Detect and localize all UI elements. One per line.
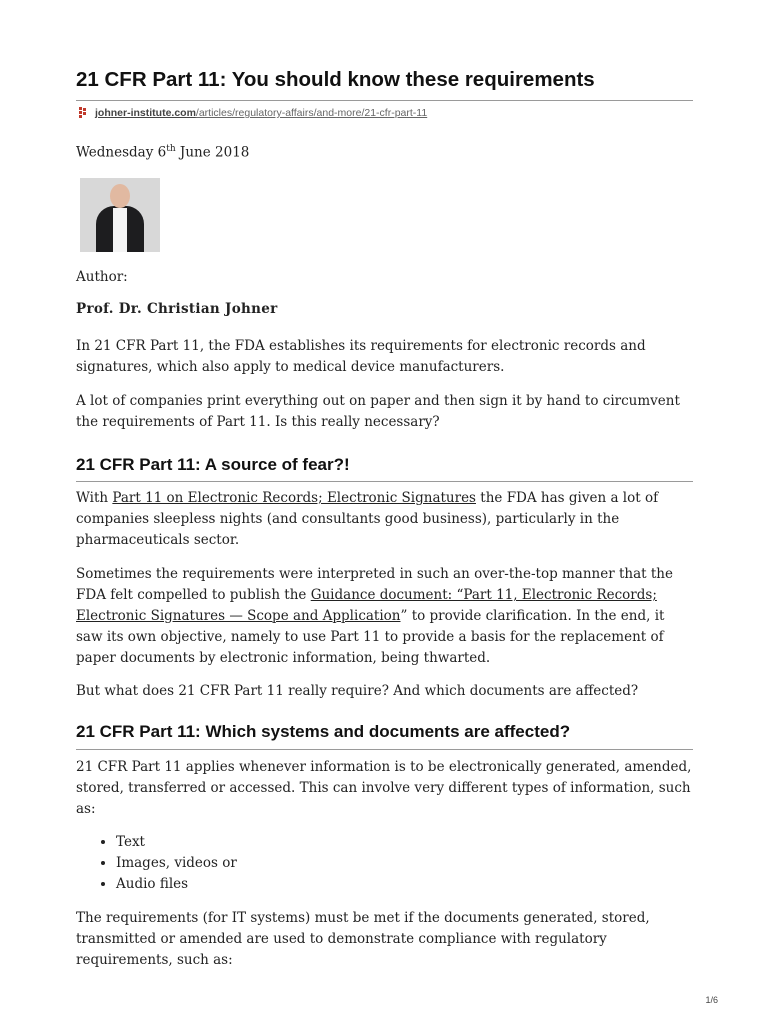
list-item: • Text — [116, 832, 237, 853]
intro-paragraph: A lot of companies print everything out on paper and then sign it by hand to circumvent the requirements of Part 11. Is this really necessary? — [76, 393, 680, 430]
information-types-list — [76, 832, 237, 895]
list-item: • Images, videos or — [116, 853, 237, 874]
intro-paragraph: In 21 CFR Part 11, the FDA establishes its requirements for electronic records and signatures, which also apply to medical device manufacturers. — [76, 338, 646, 375]
author-name: Prof. Dr. Christian Johner — [76, 301, 278, 317]
source-domain[interactable]: johner-institute.com — [95, 107, 196, 119]
author-photo — [80, 178, 160, 252]
source-path[interactable]: /articles/regulatory-affairs/and-more/21-cfr-part-11 — [195, 107, 428, 119]
source-url[interactable] — [79, 107, 427, 119]
section-heading: 21 CFR Part 11: A source of fear?! — [76, 455, 350, 474]
article-title: 21 CFR Part 11: You should know these requirements — [76, 68, 595, 91]
section-heading: 21 CFR Part 11: Which systems and documents are affected? — [76, 722, 571, 741]
body-paragraph: 21 CFR Part 11 applies whenever information is to be electronically generated, amended, stored, transferred or accessed. This can involve very different types of information, such as: — [76, 759, 692, 817]
johner-logo-icon — [79, 107, 87, 119]
publish-date: Wednesday 6th June 2018 — [76, 144, 250, 161]
part11-link[interactable]: Part 11 on Electronic Records; Electronic Signatures — [112, 490, 476, 506]
section-divider — [76, 481, 693, 482]
guidance-document-link[interactable]: Guidance document: “Part 11, Electronic Records; Electronic Signatures — Scope and Application — [76, 587, 657, 624]
body-paragraph: But what does 21 CFR Part 11 really require? And which documents are affected? — [76, 683, 639, 699]
body-paragraph: The requirements (for IT systems) must be met if the documents generated, stored, transmitted or amended are used to demonstrate compliance with regulatory requirements, such as: — [76, 910, 650, 968]
body-paragraph: With Part 11 on Electronic Records; Electronic Signatures the FDA has given a lot of companies sleepless nights (and consultants good business), particularly in the pharmaceuticals sector. — [76, 490, 659, 548]
list-item: • Audio files — [116, 874, 237, 895]
author-label: Author: — [76, 269, 128, 285]
body-paragraph: Sometimes the requirements were interpreted in such an over-the-top manner that the FDA felt compelled to publish the Guidance document: “Part 11, Electronic Records; Electronic Signatures — Scope and Application” to provide clarification. In the end, it saw its own objective, namely to use Part 11 to provide a basis for the replacement of paper documents by electronic information, being thwarted. — [76, 566, 673, 666]
section-divider — [76, 749, 693, 750]
title-divider — [76, 100, 693, 101]
page-number: 1/6 — [705, 995, 718, 1005]
